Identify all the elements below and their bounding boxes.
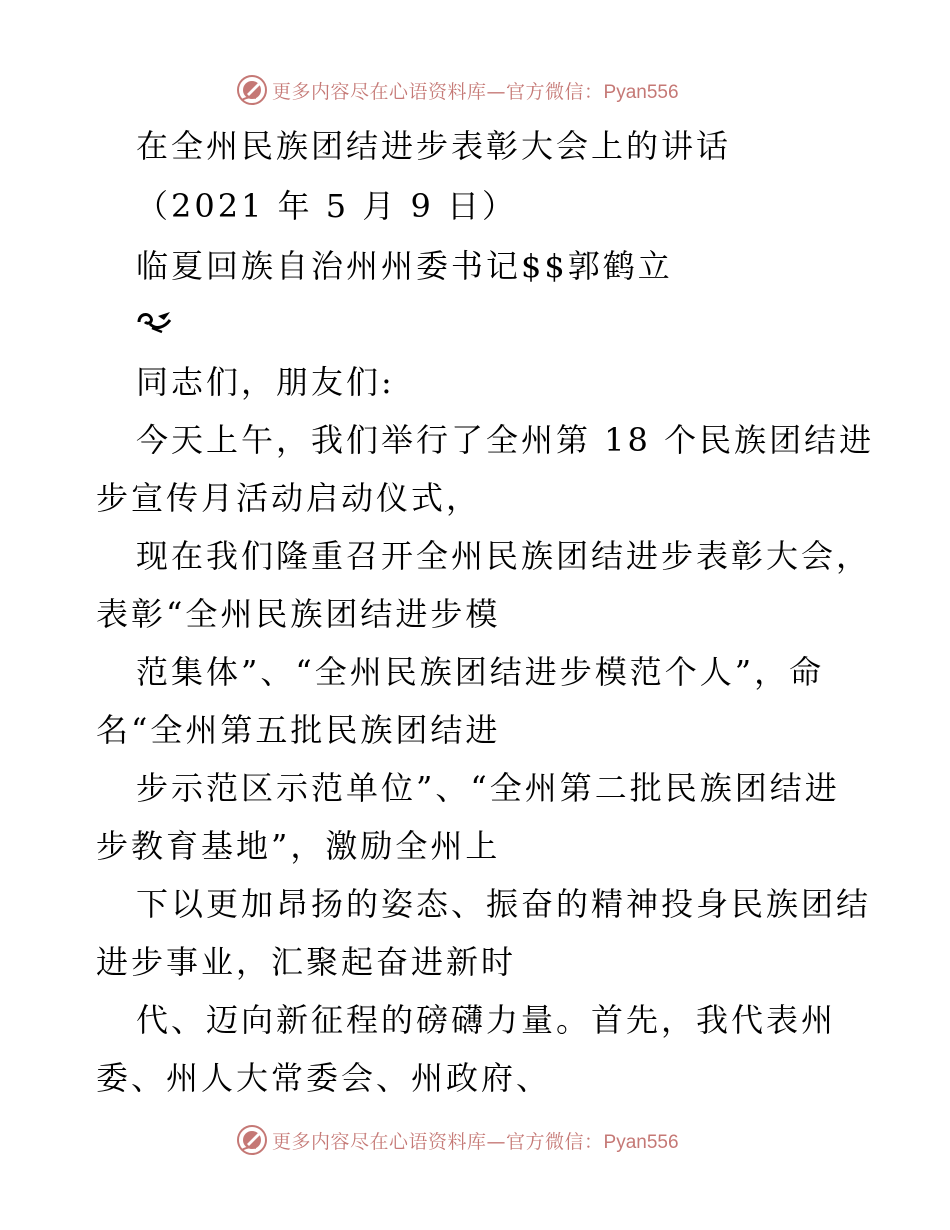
watermark-logo-icon [236, 1124, 268, 1156]
paragraph-line: 今天上午，我们举行了全州第 18 个民族团结进 [136, 421, 875, 459]
salutation: 同志们，朋友们: [136, 363, 395, 401]
document-author: 临夏回族自治州州委书记$$郭鹤立 [136, 247, 673, 285]
watermark-text: 更多内容尽在心语资料库—官方微信： [272, 1130, 604, 1153]
paragraph-line: 步教育基地”，激励全州上 [96, 827, 501, 865]
paragraph-line: 现在我们隆重召开全州民族团结进步表彰大会， [136, 537, 872, 575]
document-date: （2021 年 5 月 9 日） [136, 187, 518, 225]
watermark-logo-icon [236, 74, 268, 106]
paragraph-line: 表彰“全州民族团结进步模 [96, 595, 501, 633]
paragraph-line: 代、迈向新征程的磅礴力量。首先，我代表州 [136, 1001, 837, 1039]
paragraph-line: 范集体”、“全州民族团结进步模范个人”，命 [136, 653, 825, 691]
watermark-wechat-id: Pyan556 [603, 1131, 679, 1153]
watermark-header [236, 72, 679, 108]
paragraph-line: 名“全州第五批民族团结进 [96, 711, 501, 749]
paragraph-line: 进步事业，汇聚起奋进新时 [96, 943, 517, 981]
paragraph-line: 步宣传月活动启动仪式， [96, 479, 482, 517]
watermark-footer [236, 1122, 679, 1158]
paragraph-line: 步示范区示范单位”、“全州第二批民族团结进 [136, 769, 840, 807]
paragraph-line: 委、州人大常委会、州政府、 [96, 1059, 552, 1097]
paragraph-line: 下以更加昂扬的姿态、振奋的精神投身民族团结 [136, 885, 872, 923]
watermark-text: 更多内容尽在心语资料库—官方微信： [272, 80, 604, 103]
watermark-wechat-id: Pyan556 [603, 81, 679, 103]
document-title: 在全州民族团结进步表彰大会上的讲话 [136, 127, 732, 165]
fleuron-icon [136, 308, 174, 334]
